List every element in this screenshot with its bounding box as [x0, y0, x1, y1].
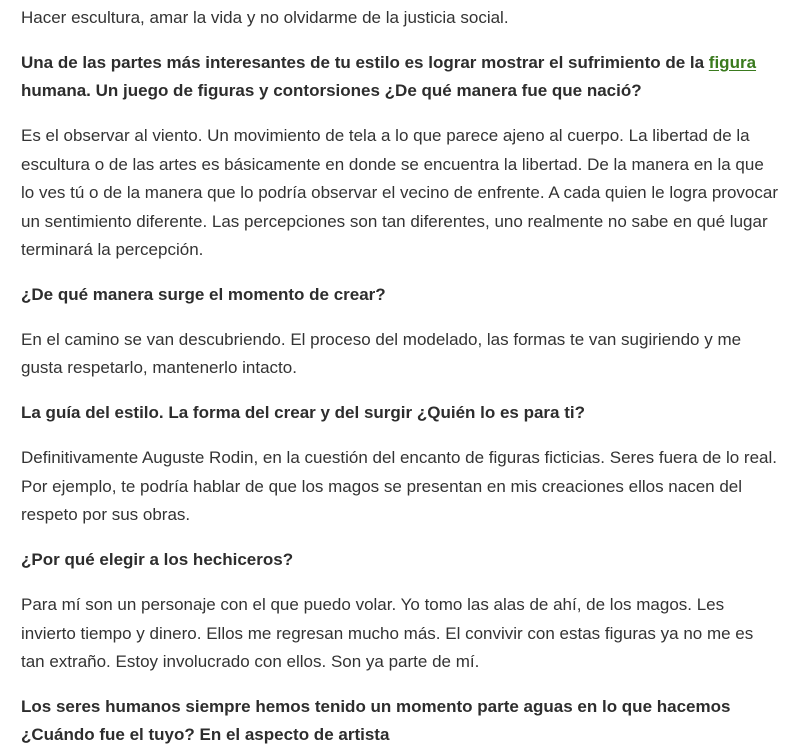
question-4: ¿Por qué elegir a los hechiceros? [21, 550, 294, 570]
answer-4: Para mí son un personaje con el que puedo volar. Yo tomo las alas de ahí, de los magos. Les invierto tiempo y dinero. Ellos me regresan mucho más. El convivir con estas figuras ya no me es tan extraño. Estoy involucrado con ellos. Son ya parte de mí. [21, 595, 754, 672]
question-3: La guía del estilo. La forma del crear y del surgir ¿Quién lo es para ti? [21, 403, 585, 423]
question-1-text-end: humana. Un juego de figuras y contorsiones ¿De qué manera fue que nació? [21, 81, 642, 101]
interview-article [21, 0, 778, 750]
answer-1: Es el observar al viento. Un movimiento de tela a lo que parece ajeno al cuerpo. La libertad de la escultura o de las artes es básicamente en donde se encuentra la libertad. De la manera en la que lo ves tú o de la manera que lo podría observar el vecino de enfrente. A cada quien le logra provocar un sentimiento diferente. Las percepciones son tan diferentes, uno realmente no sabe en qué lugar terminará la percepción. [21, 126, 778, 260]
question-1 [21, 49, 778, 106]
question-5: Los seres humanos siempre hemos tenido un momento parte aguas en lo que hacemos ¿Cuándo fue el tuyo? En el aspecto de artista [21, 697, 731, 745]
question-2: ¿De qué manera surge el momento de crear? [21, 285, 386, 305]
intro-paragraph: Hacer escultura, amar la vida y no olvidarme de la justicia social. [21, 8, 509, 27]
answer-3: Definitivamente Auguste Rodin, en la cuestión del encanto de figuras ficticias. Seres fuera de lo real. Por ejemplo, te podría hablar de que los magos se presentan en mis creaciones ellos nacen del respeto por sus obras. [21, 448, 777, 525]
answer-2: En el camino se van descubriendo. El proceso del modelado, las formas te van sugiriendo y me gusta respetarlo, mantenerlo intacto. [21, 330, 742, 378]
question-1-text-start: Una de las partes más interesantes de tu estilo es lograr mostrar el sufrimiento de la [21, 53, 709, 72]
figura-link[interactable]: figura [708, 53, 757, 72]
